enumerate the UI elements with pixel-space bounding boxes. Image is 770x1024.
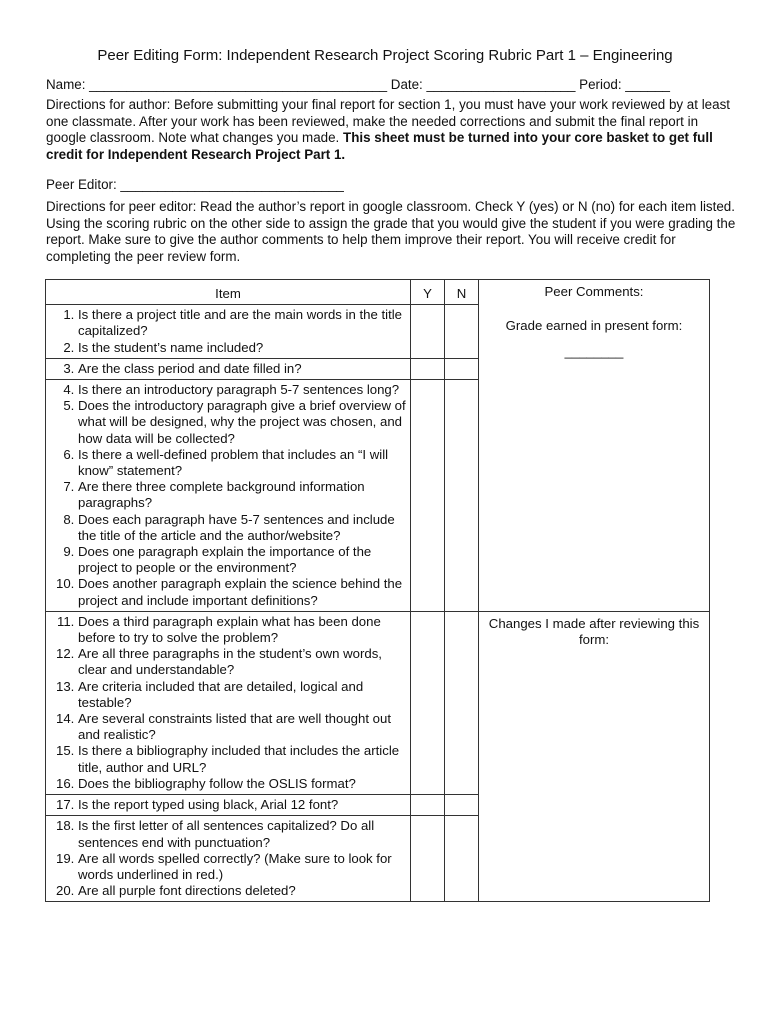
rubric-item: 1. Is there a project title and are the main words in the title capitalized? xyxy=(78,307,406,339)
rubric-item: 3. Are the class period and date filled in? xyxy=(78,361,406,377)
rubric-item: 9. Does one paragraph explain the importance of the project to people or the environment? xyxy=(78,544,406,576)
rubric-item: 12. Are all three paragraphs in the student’s own words, clear and understandable? xyxy=(78,646,406,678)
column-header-n: N xyxy=(445,280,479,305)
rubric-item: 17. Is the report typed using black, Arial 12 font? xyxy=(78,797,406,813)
checkbox-y-cell[interactable] xyxy=(411,611,445,794)
item-cell xyxy=(46,816,411,902)
checkbox-y-cell[interactable] xyxy=(411,816,445,902)
rubric-table xyxy=(45,279,710,902)
item-list xyxy=(50,797,406,813)
name-date-period-line: Name: ________________________________________ Date: ____________________ Period: ______ xyxy=(46,77,670,92)
rubric-item: 18. Is the first letter of all sentences capitalized? Do all sentences end with punctuation? xyxy=(78,818,406,850)
rubric-item: 19. Are all words spelled correctly? (Make sure to look for words underlined in red.) xyxy=(78,851,406,883)
rubric-item: 16. Does the bibliography follow the OSLIS format? xyxy=(78,776,406,792)
changes-cell[interactable] xyxy=(479,611,710,901)
rubric-item: 6. Is there a well-defined problem that includes an “I will know” statement? xyxy=(78,447,406,479)
peer-editor-line: Peer Editor: ______________________________ xyxy=(46,177,344,192)
rubric-item: 8. Does each paragraph have 5-7 sentences and include the title of the article and the author/website? xyxy=(78,512,406,544)
checkbox-n-cell[interactable] xyxy=(445,795,479,816)
item-list xyxy=(50,361,406,377)
rubric-item: 2. Is the student’s name included? xyxy=(78,340,406,356)
item-list xyxy=(50,307,406,356)
item-cell xyxy=(46,358,411,379)
checkbox-n-cell[interactable] xyxy=(445,358,479,379)
checkbox-y-cell[interactable] xyxy=(411,305,445,359)
checkbox-n-cell[interactable] xyxy=(445,305,479,359)
form-title: Peer Editing Form: Independent Research Project Scoring Rubric Part 1 – Engineering xyxy=(97,47,673,64)
checkbox-n-cell[interactable] xyxy=(445,816,479,902)
item-list xyxy=(50,818,406,899)
table-row xyxy=(46,611,710,794)
checkbox-y-cell[interactable] xyxy=(411,380,445,612)
item-cell xyxy=(46,305,411,359)
author-directions-text: Directions for author: Before submitting your final report for section 1, you must have your work reviewed by at least one classmate. After your work has been reviewed, make the needed corrections and submit the final report in google classroom. Note what changes you made. xyxy=(46,97,730,145)
item-cell xyxy=(46,611,411,794)
grade-blank[interactable]: ________ xyxy=(564,344,624,360)
item-cell xyxy=(46,380,411,612)
checkbox-n-cell[interactable] xyxy=(445,611,479,794)
rubric-item: 14. Are several constraints listed that are well thought out and realistic? xyxy=(78,711,406,743)
rubric-item: 5. Does the introductory paragraph give a brief overview of what will be designed, why the project was chosen, and how data will be collected? xyxy=(78,398,406,447)
rubric-item: 10. Does another paragraph explain the science behind the project and include important definitions? xyxy=(78,576,406,608)
item-list xyxy=(50,614,406,792)
rubric-item: 11. Does a third paragraph explain what has been done before to try to solve the problem? xyxy=(78,614,406,646)
grade-label: Grade earned in present form: xyxy=(505,318,683,334)
item-list xyxy=(50,382,406,609)
author-directions-bold: This sheet must be turned into your core basket to get full credit for Independent Research Project Part 1. xyxy=(46,130,713,162)
rubric-item: 15. Is there a bibliography included that includes the article title, author and URL? xyxy=(78,743,406,775)
rubric-item: 4. Is there an introductory paragraph 5-7 sentences long? xyxy=(78,382,406,398)
peer-comments-label: Peer Comments: xyxy=(544,284,644,299)
rubric-item: 20. Are all purple font directions deleted? xyxy=(78,883,406,899)
changes-label: Changes I made after reviewing this form: xyxy=(488,615,700,648)
checkbox-y-cell[interactable] xyxy=(411,795,445,816)
peer-editor-directions: Directions for peer editor: Read the author’s report in google classroom. Check Y (yes) or N (no) for each item listed. Using the scoring rubric on the other side to assign the grade that you would give the student if you were grading the report. Make sure to give the author comments to help them improve their report. You will receive credit for completing the peer review form. xyxy=(46,199,736,264)
peer-comments-cell[interactable] xyxy=(479,280,710,612)
rubric-item: 13. Are criteria included that are detailed, logical and testable? xyxy=(78,679,406,711)
author-directions xyxy=(46,97,736,163)
checkbox-y-cell[interactable] xyxy=(411,358,445,379)
rubric-item: 7. Are there three complete background information paragraphs? xyxy=(78,479,406,511)
column-header-item: Item xyxy=(46,280,411,305)
table-header-row xyxy=(46,280,710,305)
checkbox-n-cell[interactable] xyxy=(445,380,479,612)
item-cell xyxy=(46,795,411,816)
column-header-y: Y xyxy=(411,280,445,305)
